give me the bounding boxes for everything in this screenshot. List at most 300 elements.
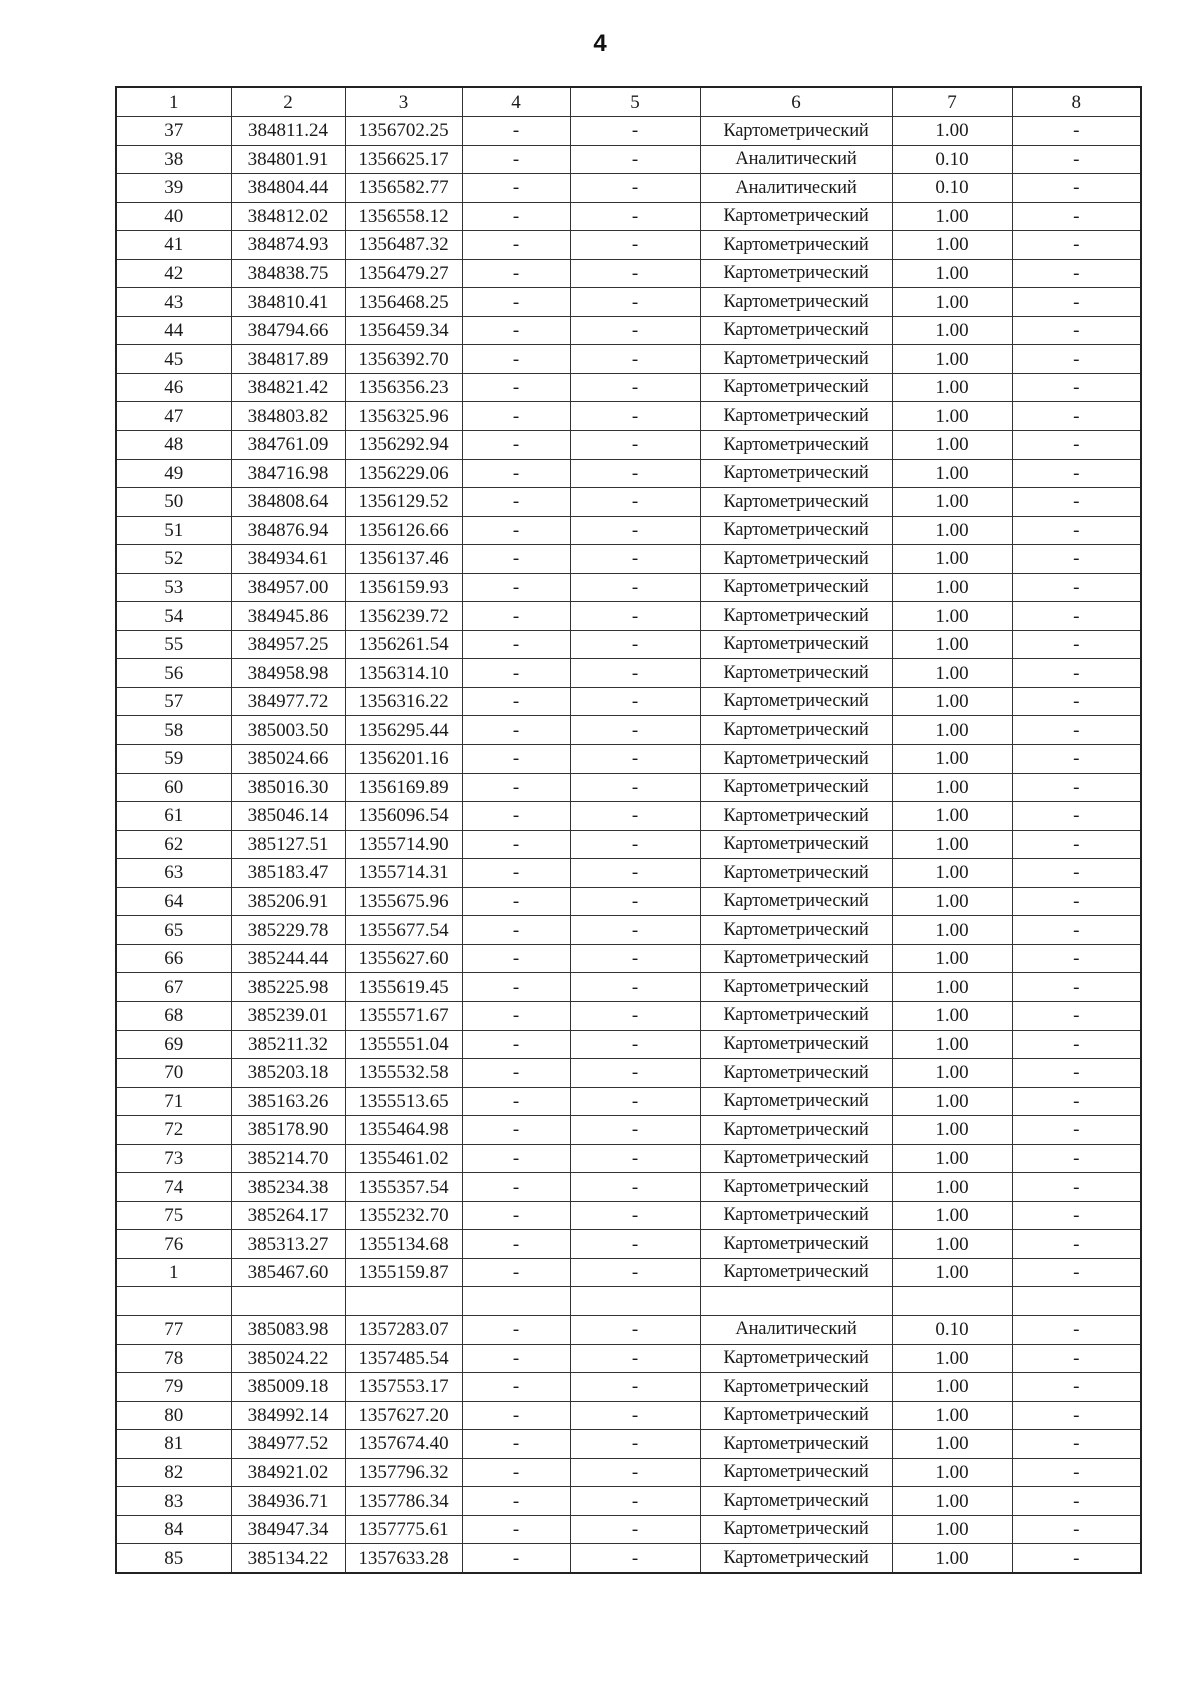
column-header-1: 1 bbox=[116, 87, 231, 117]
accuracy-cell: 1.00 bbox=[892, 288, 1012, 317]
x-coordinate-cell: 384977.72 bbox=[231, 687, 345, 716]
col-8-cell: - bbox=[1012, 345, 1141, 374]
method-cell: Картометрический bbox=[700, 916, 892, 945]
table-row bbox=[116, 516, 1141, 545]
point-number-cell: 53 bbox=[116, 573, 231, 602]
col-4-cell: - bbox=[462, 1116, 570, 1145]
y-coordinate-cell: 1355461.02 bbox=[345, 1144, 462, 1173]
method-cell: Картометрический bbox=[700, 745, 892, 774]
accuracy-cell: 1.00 bbox=[892, 1059, 1012, 1088]
x-coordinate-cell: 385163.26 bbox=[231, 1087, 345, 1116]
x-coordinate-cell: 385264.17 bbox=[231, 1201, 345, 1230]
col-4-cell: - bbox=[462, 1401, 570, 1430]
col-5-cell: - bbox=[570, 745, 700, 774]
col-8-cell: - bbox=[1012, 459, 1141, 488]
point-number-cell: 42 bbox=[116, 259, 231, 288]
y-coordinate-cell: 1356356.23 bbox=[345, 373, 462, 402]
table-row bbox=[116, 431, 1141, 460]
col-8-cell: - bbox=[1012, 1230, 1141, 1259]
col-4-cell: - bbox=[462, 802, 570, 831]
col-8-cell: - bbox=[1012, 373, 1141, 402]
y-coordinate-cell: 1355232.70 bbox=[345, 1201, 462, 1230]
method-cell: Картометрический bbox=[700, 373, 892, 402]
table-row bbox=[116, 1373, 1141, 1402]
col-5-cell: - bbox=[570, 373, 700, 402]
y-coordinate-cell: 1357796.32 bbox=[345, 1458, 462, 1487]
col-5-cell: - bbox=[570, 1373, 700, 1402]
table-row bbox=[116, 973, 1141, 1002]
col-4-cell: - bbox=[462, 687, 570, 716]
method-cell: Аналитический bbox=[700, 1315, 892, 1344]
col-5-cell: - bbox=[570, 1087, 700, 1116]
col-5-cell: - bbox=[570, 887, 700, 916]
col-8-cell: - bbox=[1012, 1030, 1141, 1059]
col-8-cell: - bbox=[1012, 145, 1141, 174]
accuracy-cell: 1.00 bbox=[892, 488, 1012, 517]
accuracy-cell: 1.00 bbox=[892, 659, 1012, 688]
accuracy-cell: 1.00 bbox=[892, 1173, 1012, 1202]
y-coordinate-cell: 1356325.96 bbox=[345, 402, 462, 431]
y-coordinate-cell bbox=[345, 1287, 462, 1316]
table-row-empty bbox=[116, 1287, 1141, 1316]
col-8-cell: - bbox=[1012, 1001, 1141, 1030]
y-coordinate-cell: 1356096.54 bbox=[345, 802, 462, 831]
method-cell: Картометрический bbox=[700, 1544, 892, 1573]
accuracy-cell: 1.00 bbox=[892, 1116, 1012, 1145]
accuracy-cell: 1.00 bbox=[892, 1430, 1012, 1459]
y-coordinate-cell: 1356582.77 bbox=[345, 174, 462, 203]
y-coordinate-cell: 1356229.06 bbox=[345, 459, 462, 488]
table-row bbox=[116, 459, 1141, 488]
col-5-cell: - bbox=[570, 516, 700, 545]
column-header-3: 3 bbox=[345, 87, 462, 117]
method-cell: Картометрический bbox=[700, 630, 892, 659]
col-5-cell: - bbox=[570, 1059, 700, 1088]
x-coordinate-cell: 384958.98 bbox=[231, 659, 345, 688]
col-5-cell: - bbox=[570, 659, 700, 688]
accuracy-cell: 1.00 bbox=[892, 973, 1012, 1002]
accuracy-cell: 1.00 bbox=[892, 345, 1012, 374]
method-cell: Картометрический bbox=[700, 573, 892, 602]
y-coordinate-cell: 1357553.17 bbox=[345, 1373, 462, 1402]
accuracy-cell: 1.00 bbox=[892, 1401, 1012, 1430]
col-5-cell: - bbox=[570, 1544, 700, 1573]
y-coordinate-cell: 1356702.25 bbox=[345, 117, 462, 146]
col-8-cell: - bbox=[1012, 259, 1141, 288]
table-row bbox=[116, 174, 1141, 203]
col-5-cell: - bbox=[570, 859, 700, 888]
accuracy-cell: 1.00 bbox=[892, 459, 1012, 488]
point-number-cell: 85 bbox=[116, 1544, 231, 1573]
x-coordinate-cell: 384876.94 bbox=[231, 516, 345, 545]
accuracy-cell: 1.00 bbox=[892, 1515, 1012, 1544]
point-number-cell: 46 bbox=[116, 373, 231, 402]
col-4-cell: - bbox=[462, 516, 570, 545]
accuracy-cell: 1.00 bbox=[892, 373, 1012, 402]
y-coordinate-cell: 1356558.12 bbox=[345, 202, 462, 231]
x-coordinate-cell: 385016.30 bbox=[231, 773, 345, 802]
col-8-cell: - bbox=[1012, 117, 1141, 146]
method-cell: Картометрический bbox=[700, 802, 892, 831]
y-coordinate-cell: 1355134.68 bbox=[345, 1230, 462, 1259]
table-row bbox=[116, 488, 1141, 517]
point-number-cell: 84 bbox=[116, 1515, 231, 1544]
x-coordinate-cell: 384957.00 bbox=[231, 573, 345, 602]
col-5-cell: - bbox=[570, 1201, 700, 1230]
coordinates-table bbox=[115, 86, 1142, 1574]
col-4-cell: - bbox=[462, 488, 570, 517]
x-coordinate-cell: 385024.66 bbox=[231, 745, 345, 774]
col-4-cell: - bbox=[462, 1087, 570, 1116]
table-row bbox=[116, 1487, 1141, 1516]
method-cell: Картометрический bbox=[700, 1030, 892, 1059]
x-coordinate-cell: 384808.64 bbox=[231, 488, 345, 517]
method-cell: Картометрический bbox=[700, 402, 892, 431]
x-coordinate-cell: 385229.78 bbox=[231, 916, 345, 945]
table-row bbox=[116, 316, 1141, 345]
table-row bbox=[116, 687, 1141, 716]
method-cell: Картометрический bbox=[700, 1001, 892, 1030]
col-8-cell: - bbox=[1012, 573, 1141, 602]
x-coordinate-cell: 384810.41 bbox=[231, 288, 345, 317]
point-number-cell: 73 bbox=[116, 1144, 231, 1173]
point-number-cell: 45 bbox=[116, 345, 231, 374]
y-coordinate-cell: 1357674.40 bbox=[345, 1430, 462, 1459]
point-number-cell: 65 bbox=[116, 916, 231, 945]
accuracy-cell: 1.00 bbox=[892, 431, 1012, 460]
col-5-cell: - bbox=[570, 944, 700, 973]
accuracy-cell: 1.00 bbox=[892, 859, 1012, 888]
col-4-cell: - bbox=[462, 345, 570, 374]
y-coordinate-cell: 1357786.34 bbox=[345, 1487, 462, 1516]
point-number-cell: 71 bbox=[116, 1087, 231, 1116]
col-8-cell: - bbox=[1012, 859, 1141, 888]
table-row bbox=[116, 830, 1141, 859]
y-coordinate-cell: 1356487.32 bbox=[345, 231, 462, 260]
table-row bbox=[116, 1258, 1141, 1287]
point-number-cell: 83 bbox=[116, 1487, 231, 1516]
y-coordinate-cell: 1356159.93 bbox=[345, 573, 462, 602]
method-cell: Картометрический bbox=[700, 316, 892, 345]
point-number-cell: 47 bbox=[116, 402, 231, 431]
table-row bbox=[116, 716, 1141, 745]
col-8-cell: - bbox=[1012, 431, 1141, 460]
x-coordinate-cell: 384936.71 bbox=[231, 1487, 345, 1516]
col-5-cell: - bbox=[570, 916, 700, 945]
accuracy-cell: 1.00 bbox=[892, 887, 1012, 916]
point-number-cell: 56 bbox=[116, 659, 231, 688]
method-cell: Картометрический bbox=[700, 1144, 892, 1173]
col-5-cell: - bbox=[570, 1315, 700, 1344]
col-4-cell: - bbox=[462, 602, 570, 631]
table-row bbox=[116, 573, 1141, 602]
x-coordinate-cell: 384761.09 bbox=[231, 431, 345, 460]
accuracy-cell: 1.00 bbox=[892, 802, 1012, 831]
point-number-cell: 57 bbox=[116, 687, 231, 716]
x-coordinate-cell: 385206.91 bbox=[231, 887, 345, 916]
col-5-cell bbox=[570, 1287, 700, 1316]
x-coordinate-cell: 384817.89 bbox=[231, 345, 345, 374]
method-cell: Картометрический bbox=[700, 1230, 892, 1259]
col-8-cell: - bbox=[1012, 1430, 1141, 1459]
table-row bbox=[116, 1144, 1141, 1173]
col-8-cell: - bbox=[1012, 1144, 1141, 1173]
method-cell: Картометрический bbox=[700, 459, 892, 488]
table-row bbox=[116, 373, 1141, 402]
y-coordinate-cell: 1355357.54 bbox=[345, 1173, 462, 1202]
accuracy-cell: 1.00 bbox=[892, 944, 1012, 973]
method-cell: Картометрический bbox=[700, 773, 892, 802]
table-row bbox=[116, 402, 1141, 431]
col-8-cell: - bbox=[1012, 887, 1141, 916]
table-row bbox=[116, 1515, 1141, 1544]
col-8-cell: - bbox=[1012, 1401, 1141, 1430]
col-4-cell: - bbox=[462, 288, 570, 317]
point-number-cell: 63 bbox=[116, 859, 231, 888]
x-coordinate-cell: 384811.24 bbox=[231, 117, 345, 146]
col-8-cell: - bbox=[1012, 1201, 1141, 1230]
col-5-cell: - bbox=[570, 545, 700, 574]
y-coordinate-cell: 1355619.45 bbox=[345, 973, 462, 1002]
col-4-cell: - bbox=[462, 745, 570, 774]
table-row bbox=[116, 859, 1141, 888]
col-8-cell: - bbox=[1012, 1315, 1141, 1344]
accuracy-cell: 0.10 bbox=[892, 1315, 1012, 1344]
method-cell: Картометрический bbox=[700, 545, 892, 574]
y-coordinate-cell: 1355675.96 bbox=[345, 887, 462, 916]
x-coordinate-cell: 385239.01 bbox=[231, 1001, 345, 1030]
col-5-cell: - bbox=[570, 1144, 700, 1173]
column-header-5: 5 bbox=[570, 87, 700, 117]
method-cell: Картометрический bbox=[700, 117, 892, 146]
column-header-2: 2 bbox=[231, 87, 345, 117]
y-coordinate-cell: 1355551.04 bbox=[345, 1030, 462, 1059]
table-row bbox=[116, 1116, 1141, 1145]
col-4-cell: - bbox=[462, 545, 570, 574]
y-coordinate-cell: 1356625.17 bbox=[345, 145, 462, 174]
col-8-cell: - bbox=[1012, 1059, 1141, 1088]
x-coordinate-cell: 385211.32 bbox=[231, 1030, 345, 1059]
col-4-cell: - bbox=[462, 1430, 570, 1459]
col-4-cell: - bbox=[462, 316, 570, 345]
col-4-cell: - bbox=[462, 1173, 570, 1202]
accuracy-cell: 1.00 bbox=[892, 516, 1012, 545]
y-coordinate-cell: 1355513.65 bbox=[345, 1087, 462, 1116]
col-5-cell: - bbox=[570, 973, 700, 1002]
x-coordinate-cell: 384812.02 bbox=[231, 202, 345, 231]
method-cell: Картометрический bbox=[700, 1401, 892, 1430]
point-number-cell: 77 bbox=[116, 1315, 231, 1344]
col-4-cell: - bbox=[462, 1030, 570, 1059]
y-coordinate-cell: 1356261.54 bbox=[345, 630, 462, 659]
point-number-cell bbox=[116, 1287, 231, 1316]
point-number-cell: 38 bbox=[116, 145, 231, 174]
method-cell: Картометрический bbox=[700, 1201, 892, 1230]
method-cell: Аналитический bbox=[700, 145, 892, 174]
table-row bbox=[116, 1401, 1141, 1430]
accuracy-cell: 1.00 bbox=[892, 117, 1012, 146]
col-5-cell: - bbox=[570, 687, 700, 716]
point-number-cell: 60 bbox=[116, 773, 231, 802]
col-5-cell: - bbox=[570, 630, 700, 659]
x-coordinate-cell: 385244.44 bbox=[231, 944, 345, 973]
col-5-cell: - bbox=[570, 802, 700, 831]
column-header-6: 6 bbox=[700, 87, 892, 117]
method-cell: Картометрический bbox=[700, 259, 892, 288]
table-row bbox=[116, 1544, 1141, 1573]
col-4-cell: - bbox=[462, 859, 570, 888]
col-5-cell: - bbox=[570, 716, 700, 745]
col-4-cell: - bbox=[462, 431, 570, 460]
method-cell: Картометрический bbox=[700, 1515, 892, 1544]
x-coordinate-cell: 384992.14 bbox=[231, 1401, 345, 1430]
table-row bbox=[116, 1173, 1141, 1202]
accuracy-cell: 1.00 bbox=[892, 259, 1012, 288]
accuracy-cell: 1.00 bbox=[892, 1144, 1012, 1173]
y-coordinate-cell: 1356129.52 bbox=[345, 488, 462, 517]
point-number-cell: 68 bbox=[116, 1001, 231, 1030]
col-4-cell: - bbox=[462, 773, 570, 802]
col-5-cell: - bbox=[570, 1173, 700, 1202]
accuracy-cell: 1.00 bbox=[892, 602, 1012, 631]
x-coordinate-cell: 385009.18 bbox=[231, 1373, 345, 1402]
point-number-cell: 74 bbox=[116, 1173, 231, 1202]
col-5-cell: - bbox=[570, 830, 700, 859]
col-4-cell: - bbox=[462, 887, 570, 916]
point-number-cell: 80 bbox=[116, 1401, 231, 1430]
col-8-cell: - bbox=[1012, 687, 1141, 716]
y-coordinate-cell: 1356392.70 bbox=[345, 345, 462, 374]
x-coordinate-cell: 385183.47 bbox=[231, 859, 345, 888]
col-8-cell: - bbox=[1012, 944, 1141, 973]
col-5-cell: - bbox=[570, 1487, 700, 1516]
column-header-8: 8 bbox=[1012, 87, 1141, 117]
x-coordinate-cell: 385203.18 bbox=[231, 1059, 345, 1088]
point-number-cell: 79 bbox=[116, 1373, 231, 1402]
accuracy-cell: 1.00 bbox=[892, 1258, 1012, 1287]
x-coordinate-cell: 384947.34 bbox=[231, 1515, 345, 1544]
table-row bbox=[116, 802, 1141, 831]
point-number-cell: 82 bbox=[116, 1458, 231, 1487]
point-number-cell: 70 bbox=[116, 1059, 231, 1088]
col-5-cell: - bbox=[570, 1230, 700, 1259]
col-5-cell: - bbox=[570, 345, 700, 374]
col-5-cell: - bbox=[570, 602, 700, 631]
col-5-cell: - bbox=[570, 1430, 700, 1459]
col-4-cell: - bbox=[462, 916, 570, 945]
x-coordinate-cell: 384716.98 bbox=[231, 459, 345, 488]
col-4-cell: - bbox=[462, 259, 570, 288]
y-coordinate-cell: 1357627.20 bbox=[345, 1401, 462, 1430]
accuracy-cell: 1.00 bbox=[892, 1030, 1012, 1059]
method-cell: Картометрический bbox=[700, 687, 892, 716]
method-cell: Картометрический bbox=[700, 202, 892, 231]
method-cell: Картометрический bbox=[700, 1087, 892, 1116]
col-4-cell: - bbox=[462, 231, 570, 260]
col-5-cell: - bbox=[570, 431, 700, 460]
col-4-cell: - bbox=[462, 1230, 570, 1259]
col-8-cell: - bbox=[1012, 773, 1141, 802]
table-row bbox=[116, 1087, 1141, 1116]
table-row bbox=[116, 659, 1141, 688]
accuracy-cell: 1.00 bbox=[892, 716, 1012, 745]
point-number-cell: 48 bbox=[116, 431, 231, 460]
point-number-cell: 75 bbox=[116, 1201, 231, 1230]
col-8-cell: - bbox=[1012, 1173, 1141, 1202]
col-4-cell: - bbox=[462, 145, 570, 174]
y-coordinate-cell: 1356201.16 bbox=[345, 745, 462, 774]
page-number: 4 bbox=[593, 30, 607, 57]
col-8-cell: - bbox=[1012, 802, 1141, 831]
y-coordinate-cell: 1356295.44 bbox=[345, 716, 462, 745]
col-8-cell: - bbox=[1012, 659, 1141, 688]
y-coordinate-cell: 1356314.10 bbox=[345, 659, 462, 688]
col-4-cell: - bbox=[462, 659, 570, 688]
method-cell: Картометрический bbox=[700, 602, 892, 631]
col-4-cell: - bbox=[462, 174, 570, 203]
x-coordinate-cell: 385225.98 bbox=[231, 973, 345, 1002]
x-coordinate-cell: 384838.75 bbox=[231, 259, 345, 288]
table-row bbox=[116, 117, 1141, 146]
col-5-cell: - bbox=[570, 1030, 700, 1059]
table-row bbox=[116, 1458, 1141, 1487]
col-8-cell: - bbox=[1012, 1458, 1141, 1487]
method-cell: Картометрический bbox=[700, 1458, 892, 1487]
x-coordinate-cell: 384874.93 bbox=[231, 231, 345, 260]
header-row bbox=[116, 87, 1141, 117]
x-coordinate-cell: 384803.82 bbox=[231, 402, 345, 431]
x-coordinate-cell: 385234.38 bbox=[231, 1173, 345, 1202]
col-5-cell: - bbox=[570, 573, 700, 602]
y-coordinate-cell: 1356239.72 bbox=[345, 602, 462, 631]
col-4-cell: - bbox=[462, 1001, 570, 1030]
point-number-cell: 41 bbox=[116, 231, 231, 260]
col-4-cell: - bbox=[462, 830, 570, 859]
x-coordinate-cell: 384794.66 bbox=[231, 316, 345, 345]
point-number-cell: 39 bbox=[116, 174, 231, 203]
point-number-cell: 1 bbox=[116, 1258, 231, 1287]
point-number-cell: 44 bbox=[116, 316, 231, 345]
method-cell: Картометрический bbox=[700, 887, 892, 916]
accuracy-cell: 1.00 bbox=[892, 916, 1012, 945]
col-5-cell: - bbox=[570, 773, 700, 802]
table-row bbox=[116, 1030, 1141, 1059]
col-4-cell: - bbox=[462, 1373, 570, 1402]
method-cell: Картометрический bbox=[700, 944, 892, 973]
col-4-cell: - bbox=[462, 402, 570, 431]
accuracy-cell: 1.00 bbox=[892, 316, 1012, 345]
x-coordinate-cell: 385178.90 bbox=[231, 1116, 345, 1145]
col-8-cell: - bbox=[1012, 231, 1141, 260]
y-coordinate-cell: 1355571.67 bbox=[345, 1001, 462, 1030]
col-5-cell: - bbox=[570, 1258, 700, 1287]
method-cell: Картометрический bbox=[700, 1344, 892, 1373]
x-coordinate-cell: 385214.70 bbox=[231, 1144, 345, 1173]
accuracy-cell: 1.00 bbox=[892, 773, 1012, 802]
accuracy-cell: 1.00 bbox=[892, 573, 1012, 602]
y-coordinate-cell: 1355714.31 bbox=[345, 859, 462, 888]
accuracy-cell: 1.00 bbox=[892, 687, 1012, 716]
col-8-cell: - bbox=[1012, 1544, 1141, 1573]
y-coordinate-cell: 1356479.27 bbox=[345, 259, 462, 288]
accuracy-cell: 1.00 bbox=[892, 1001, 1012, 1030]
table-row bbox=[116, 773, 1141, 802]
point-number-cell: 81 bbox=[116, 1430, 231, 1459]
column-header-4: 4 bbox=[462, 87, 570, 117]
table-row bbox=[116, 288, 1141, 317]
col-8-cell: - bbox=[1012, 316, 1141, 345]
y-coordinate-cell: 1355532.58 bbox=[345, 1059, 462, 1088]
